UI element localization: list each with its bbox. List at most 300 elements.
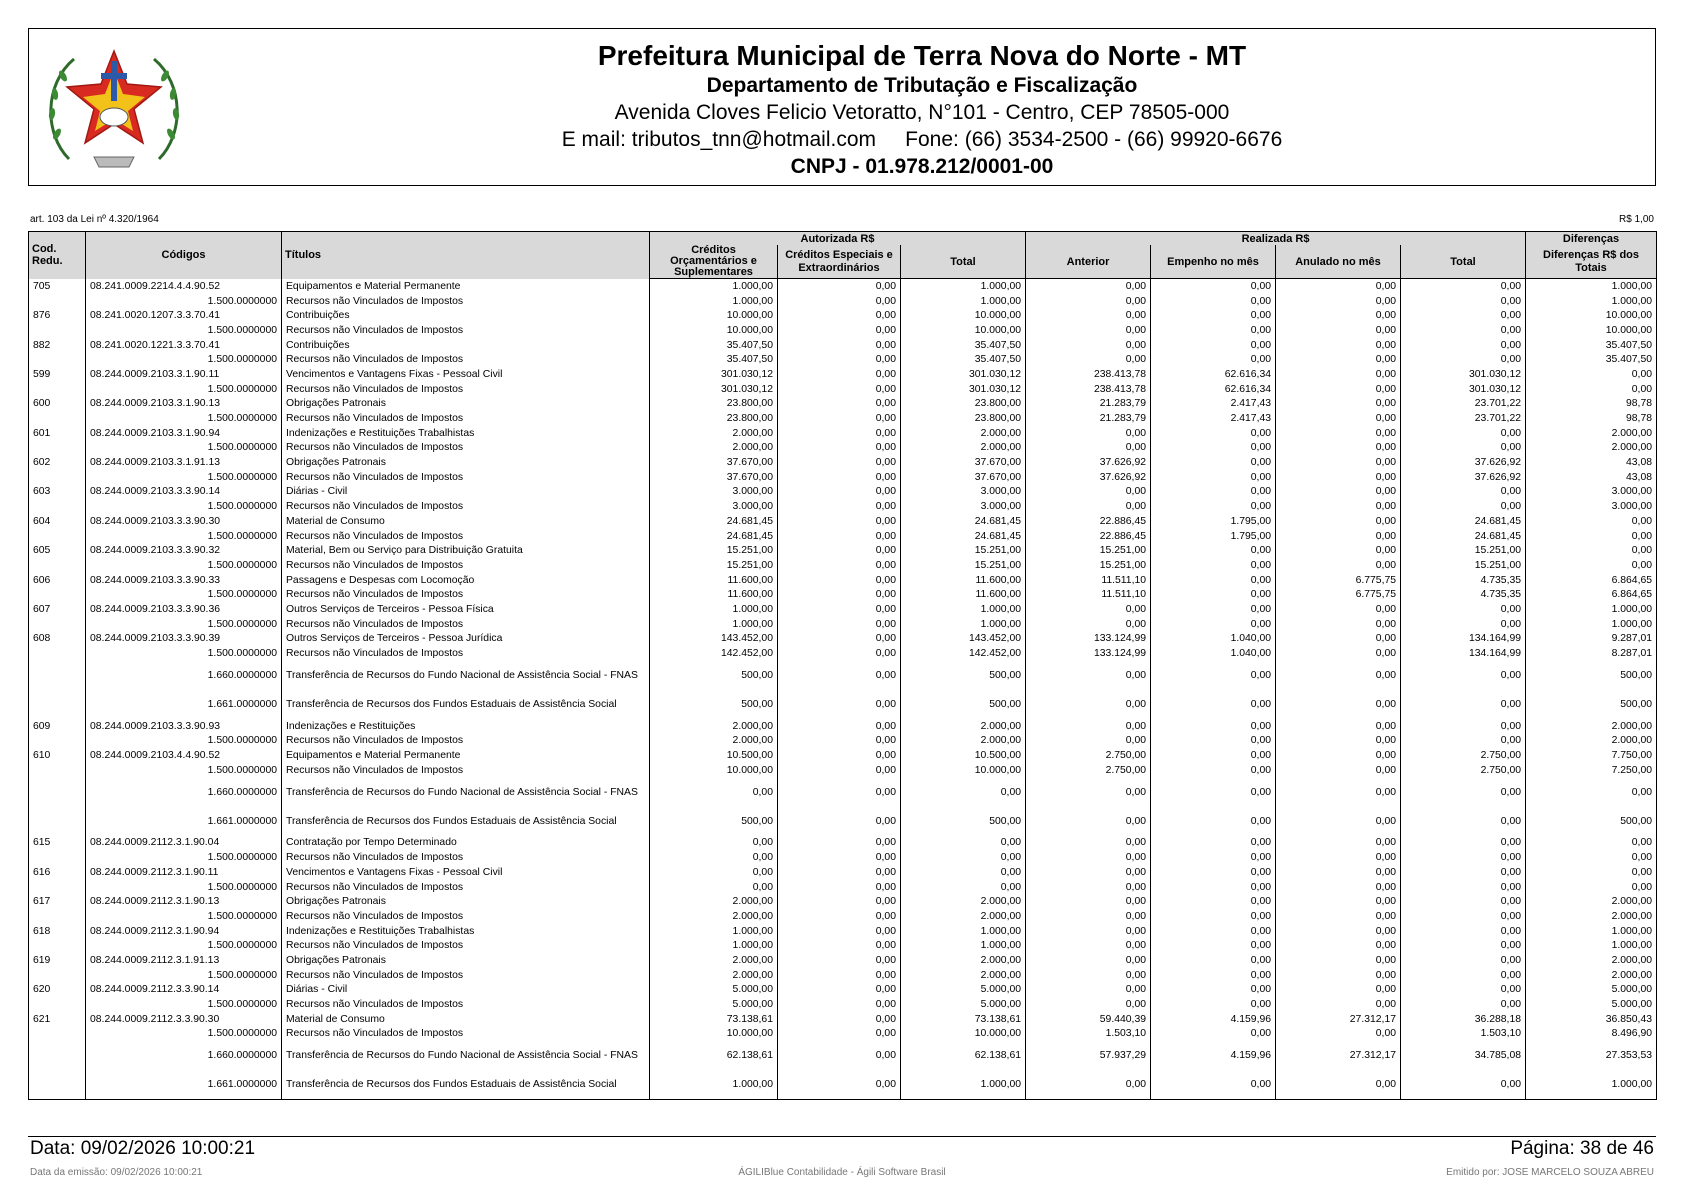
table-cell: 301.030,12 bbox=[901, 382, 1026, 397]
table-cell: 0,00 bbox=[1276, 763, 1401, 778]
table-cell: 238.413,78 bbox=[1026, 382, 1151, 397]
table-cell bbox=[29, 909, 86, 924]
table-cell: 0,00 bbox=[1151, 441, 1276, 456]
table-cell: 0,00 bbox=[1151, 352, 1276, 367]
table-cell: 21.283,79 bbox=[1026, 397, 1151, 412]
table-cell: 08.244.0009.2103.3.3.90.30 bbox=[86, 514, 282, 529]
table-row bbox=[29, 938, 1657, 953]
table-cell: 500,00 bbox=[650, 661, 778, 690]
table-cell: 21.283,79 bbox=[1026, 411, 1151, 426]
table-cell: 24.681,45 bbox=[901, 529, 1026, 544]
table-row bbox=[29, 455, 1657, 470]
document-header bbox=[28, 28, 1656, 186]
table-cell bbox=[29, 470, 86, 485]
table-cell: Recursos não Vinculados de Impostos bbox=[282, 880, 650, 895]
table-cell: 0,00 bbox=[1401, 968, 1526, 983]
table-cell: 2.000,00 bbox=[901, 734, 1026, 749]
table-cell: 500,00 bbox=[901, 661, 1026, 690]
table-cell: Transferência de Recursos dos Fundos Estaduais de Assistência Social bbox=[282, 690, 650, 719]
table-cell: 08.244.0009.2103.3.3.90.32 bbox=[86, 543, 282, 558]
table-row bbox=[29, 602, 1657, 617]
table-cell: 0,00 bbox=[1276, 397, 1401, 412]
table-cell: 0,00 bbox=[1401, 953, 1526, 968]
table-cell: 0,00 bbox=[778, 850, 901, 865]
table-cell: 0,00 bbox=[1276, 865, 1401, 880]
table-cell: 0,00 bbox=[778, 499, 901, 514]
table-row bbox=[29, 865, 1657, 880]
table-cell: 10.000,00 bbox=[1526, 308, 1657, 323]
table-cell: 1.500.0000000 bbox=[86, 529, 282, 544]
table-cell: 0,00 bbox=[1401, 983, 1526, 998]
table-cell: 1.000,00 bbox=[1526, 1070, 1657, 1100]
table-cell: 301.030,12 bbox=[650, 382, 778, 397]
table-cell: 62.616,34 bbox=[1151, 382, 1276, 397]
table-cell: 238.413,78 bbox=[1026, 367, 1151, 382]
table-cell: Transferência de Recursos do Fundo Nacional de Assistência Social - FNAS bbox=[282, 661, 650, 690]
table-cell: Recursos não Vinculados de Impostos bbox=[282, 323, 650, 338]
table-cell: 0,00 bbox=[778, 997, 901, 1012]
table-cell: Recursos não Vinculados de Impostos bbox=[282, 587, 650, 602]
table-cell: 0,00 bbox=[778, 382, 901, 397]
table-cell: 36.288,18 bbox=[1401, 1012, 1526, 1027]
table-cell: 37.626,92 bbox=[1401, 470, 1526, 485]
table-cell: 617 bbox=[29, 894, 86, 909]
table-cell: 37.626,92 bbox=[1026, 455, 1151, 470]
table-cell: 35.407,50 bbox=[1526, 338, 1657, 353]
table-cell: Recursos não Vinculados de Impostos bbox=[282, 968, 650, 983]
table-cell: 0,00 bbox=[1526, 865, 1657, 880]
table-cell: 604 bbox=[29, 514, 86, 529]
table-row bbox=[29, 632, 1657, 647]
table-cell: 7.750,00 bbox=[1526, 748, 1657, 763]
table-cell: 0,00 bbox=[1276, 778, 1401, 807]
table-cell: 0,00 bbox=[901, 865, 1026, 880]
table-cell: 1.500.0000000 bbox=[86, 352, 282, 367]
table-cell: 0,00 bbox=[1401, 352, 1526, 367]
table-cell bbox=[29, 294, 86, 309]
table-cell: 0,00 bbox=[1151, 968, 1276, 983]
table-cell bbox=[29, 997, 86, 1012]
table-cell: 301.030,12 bbox=[901, 367, 1026, 382]
footer-date: Data: 09/02/2026 10:00:21 bbox=[30, 1138, 256, 1159]
table-cell: 0,00 bbox=[778, 938, 901, 953]
table-cell: 134.164,99 bbox=[1401, 646, 1526, 661]
table-cell: 08.244.0009.2112.3.1.90.11 bbox=[86, 865, 282, 880]
table-cell: 6.775,75 bbox=[1276, 573, 1401, 588]
table-cell: Recursos não Vinculados de Impostos bbox=[282, 352, 650, 367]
table-cell: 10.000,00 bbox=[1526, 323, 1657, 338]
table-cell: 0,00 bbox=[1026, 836, 1151, 851]
table-cell: 0,00 bbox=[778, 308, 901, 323]
table-cell: Vencimentos e Vantagens Fixas - Pessoal Civil bbox=[282, 865, 650, 880]
table-row bbox=[29, 719, 1657, 734]
table-cell: 15.251,00 bbox=[1401, 558, 1526, 573]
table-cell: 0,00 bbox=[1401, 894, 1526, 909]
table-cell: 0,00 bbox=[1401, 938, 1526, 953]
table-cell: 0,00 bbox=[1026, 734, 1151, 749]
table-cell: 0,00 bbox=[778, 646, 901, 661]
table-cell: 15.251,00 bbox=[650, 558, 778, 573]
table-cell: 0,00 bbox=[1151, 573, 1276, 588]
table-cell: 27.353,53 bbox=[1526, 1041, 1657, 1070]
table-cell: 4.159,96 bbox=[1151, 1012, 1276, 1027]
table-cell: 0,00 bbox=[1401, 338, 1526, 353]
table-cell: 0,00 bbox=[1526, 558, 1657, 573]
table-cell: 0,00 bbox=[1276, 807, 1401, 836]
table-cell: 0,00 bbox=[1276, 338, 1401, 353]
table-cell: 0,00 bbox=[1151, 997, 1276, 1012]
table-cell: 0,00 bbox=[1026, 441, 1151, 456]
table-cell: 1.660.0000000 bbox=[86, 778, 282, 807]
table-row bbox=[29, 279, 1657, 294]
table-cell: 618 bbox=[29, 924, 86, 939]
table-cell: 500,00 bbox=[650, 690, 778, 719]
table-cell: 2.750,00 bbox=[1026, 763, 1151, 778]
table-cell: 1.500.0000000 bbox=[86, 470, 282, 485]
table-cell: 3.000,00 bbox=[901, 499, 1026, 514]
table-cell: 0,00 bbox=[1276, 279, 1401, 294]
table-cell: 0,00 bbox=[778, 836, 901, 851]
group-diferencas: Diferenças bbox=[1526, 232, 1657, 246]
table-cell: 0,00 bbox=[1151, 602, 1276, 617]
table-cell: 0,00 bbox=[1151, 734, 1276, 749]
address: Avenida Cloves Felicio Vetoratto, N°101 - Centro, CEP 78505-000 bbox=[614, 101, 1230, 124]
table-cell: 10.500,00 bbox=[901, 748, 1026, 763]
table-cell: 0,00 bbox=[1276, 924, 1401, 939]
table-cell: 1.500.0000000 bbox=[86, 587, 282, 602]
table-cell: 0,00 bbox=[1151, 748, 1276, 763]
table-row bbox=[29, 411, 1657, 426]
table-cell: 0,00 bbox=[778, 455, 901, 470]
table-cell bbox=[29, 382, 86, 397]
table-cell: 0,00 bbox=[778, 543, 901, 558]
table-cell: 0,00 bbox=[778, 558, 901, 573]
table-cell: 0,00 bbox=[1276, 880, 1401, 895]
table-cell: 0,00 bbox=[1526, 880, 1657, 895]
table-cell: 10.000,00 bbox=[901, 323, 1026, 338]
table-cell: 0,00 bbox=[1026, 938, 1151, 953]
table-cell: Transferência de Recursos dos Fundos Estaduais de Assistência Social bbox=[282, 807, 650, 836]
table-row bbox=[29, 514, 1657, 529]
table-cell: 15.251,00 bbox=[1026, 558, 1151, 573]
table-cell: 0,00 bbox=[778, 894, 901, 909]
footer-divider bbox=[28, 1136, 1656, 1137]
table-row bbox=[29, 924, 1657, 939]
table-cell: 2.750,00 bbox=[1401, 763, 1526, 778]
table-cell: 1.040,00 bbox=[1151, 632, 1276, 647]
col-creditos-orcamentarios: Créditos Orçamentários e Suplementares bbox=[650, 245, 778, 279]
table-cell: 0,00 bbox=[1276, 367, 1401, 382]
table-cell: 0,00 bbox=[1401, 485, 1526, 500]
table-cell: 0,00 bbox=[1401, 661, 1526, 690]
table-cell: 0,00 bbox=[1276, 294, 1401, 309]
table-cell: 1.000,00 bbox=[901, 1070, 1026, 1100]
legal-note: art. 103 da Lei nº 4.320/1964 bbox=[30, 214, 159, 225]
table-cell: 0,00 bbox=[778, 573, 901, 588]
table-cell: 1.000,00 bbox=[1526, 938, 1657, 953]
table-cell: 616 bbox=[29, 865, 86, 880]
table-cell: 0,00 bbox=[1401, 279, 1526, 294]
table-cell: 0,00 bbox=[1151, 279, 1276, 294]
table-cell: Obrigações Patronais bbox=[282, 953, 650, 968]
table-cell: 0,00 bbox=[1401, 294, 1526, 309]
table-cell: 1.500.0000000 bbox=[86, 850, 282, 865]
table-cell bbox=[29, 499, 86, 514]
table-cell: Diárias - Civil bbox=[282, 983, 650, 998]
table-cell: 1.000,00 bbox=[650, 938, 778, 953]
table-cell: Contratação por Tempo Determinado bbox=[282, 836, 650, 851]
table-cell: 8.496,90 bbox=[1526, 1027, 1657, 1042]
table-cell: 0,00 bbox=[1151, 1027, 1276, 1042]
table-cell: 08.244.0009.2112.3.1.90.04 bbox=[86, 836, 282, 851]
table-cell: Equipamentos e Material Permanente bbox=[282, 279, 650, 294]
table-cell: 1.660.0000000 bbox=[86, 1041, 282, 1070]
table-cell: Indenizações e Restituições Trabalhistas bbox=[282, 924, 650, 939]
table-cell: 0,00 bbox=[1401, 690, 1526, 719]
table-row bbox=[29, 529, 1657, 544]
table-cell bbox=[29, 587, 86, 602]
table-cell: 0,00 bbox=[778, 587, 901, 602]
table-cell: 2.000,00 bbox=[650, 426, 778, 441]
currency-unit: R$ 1,00 bbox=[1618, 214, 1654, 225]
table-cell: 615 bbox=[29, 836, 86, 851]
table-cell: Recursos não Vinculados de Impostos bbox=[282, 294, 650, 309]
table-cell: 08.244.0009.2103.3.1.90.94 bbox=[86, 426, 282, 441]
table-row bbox=[29, 1012, 1657, 1027]
table-cell: 0,00 bbox=[1401, 499, 1526, 514]
table-cell: 876 bbox=[29, 308, 86, 323]
table-cell: 0,00 bbox=[778, 909, 901, 924]
table-cell: 1.500.0000000 bbox=[86, 909, 282, 924]
coat-of-arms-logo bbox=[39, 39, 189, 177]
table-cell: 2.000,00 bbox=[650, 894, 778, 909]
table-cell: 0,00 bbox=[778, 1027, 901, 1042]
table-cell: 5.000,00 bbox=[1526, 997, 1657, 1012]
table-cell: 0,00 bbox=[1526, 529, 1657, 544]
table-cell: 301.030,12 bbox=[1401, 367, 1526, 382]
table-cell: 10.000,00 bbox=[650, 308, 778, 323]
table-cell: 0,00 bbox=[1026, 499, 1151, 514]
table-cell bbox=[29, 558, 86, 573]
table-row bbox=[29, 441, 1657, 456]
table-cell: 0,00 bbox=[778, 426, 901, 441]
table-cell: 0,00 bbox=[1276, 543, 1401, 558]
table-cell: 0,00 bbox=[1401, 909, 1526, 924]
table-cell: 15.251,00 bbox=[1401, 543, 1526, 558]
table-cell bbox=[29, 661, 86, 690]
table-cell: 1.500.0000000 bbox=[86, 968, 282, 983]
table-cell: 0,00 bbox=[1151, 308, 1276, 323]
table-cell: 27.312,17 bbox=[1276, 1012, 1401, 1027]
table-cell: 1.000,00 bbox=[1526, 602, 1657, 617]
table-cell: 0,00 bbox=[1151, 850, 1276, 865]
col-cod-redu: Cod. Redu. bbox=[29, 232, 86, 279]
table-cell: 36.850,43 bbox=[1526, 1012, 1657, 1027]
table-row bbox=[29, 1027, 1657, 1042]
table-cell: 0,00 bbox=[1026, 485, 1151, 500]
table-cell: 0,00 bbox=[778, 338, 901, 353]
table-cell: 8.287,01 bbox=[1526, 646, 1657, 661]
table-cell: Transferência de Recursos do Fundo Nacional de Assistência Social - FNAS bbox=[282, 778, 650, 807]
table-cell: 1.660.0000000 bbox=[86, 661, 282, 690]
table-cell: 0,00 bbox=[901, 880, 1026, 895]
table-cell: 0,00 bbox=[1526, 543, 1657, 558]
table-row bbox=[29, 894, 1657, 909]
table-cell: 35.407,50 bbox=[1526, 352, 1657, 367]
table-cell: 500,00 bbox=[901, 807, 1026, 836]
table-cell: 0,00 bbox=[1401, 924, 1526, 939]
table-cell: 0,00 bbox=[1151, 807, 1276, 836]
table-cell: 0,00 bbox=[1026, 690, 1151, 719]
table-cell: 500,00 bbox=[901, 690, 1026, 719]
table-cell: 11.600,00 bbox=[650, 573, 778, 588]
table-row bbox=[29, 661, 1657, 690]
table-cell bbox=[29, 807, 86, 836]
table-cell: 0,00 bbox=[1026, 850, 1151, 865]
table-cell: 0,00 bbox=[1151, 617, 1276, 632]
table-cell: 0,00 bbox=[1151, 836, 1276, 851]
col-realizada-total: Total bbox=[1401, 245, 1526, 279]
table-cell bbox=[29, 778, 86, 807]
table-cell: 0,00 bbox=[1026, 279, 1151, 294]
table-cell: 0,00 bbox=[1276, 617, 1401, 632]
table-cell: 10.000,00 bbox=[650, 763, 778, 778]
table-cell bbox=[29, 1041, 86, 1070]
table-cell: 10.000,00 bbox=[901, 1027, 1026, 1042]
col-codigos: Códigos bbox=[86, 232, 282, 279]
table-cell: 2.000,00 bbox=[1526, 719, 1657, 734]
table-cell: Recursos não Vinculados de Impostos bbox=[282, 850, 650, 865]
table-cell: Recursos não Vinculados de Impostos bbox=[282, 529, 650, 544]
table-cell: 610 bbox=[29, 748, 86, 763]
table-cell: 0,00 bbox=[778, 617, 901, 632]
table-cell: 0,00 bbox=[1151, 865, 1276, 880]
table-cell: 0,00 bbox=[778, 880, 901, 895]
table-cell: Vencimentos e Vantagens Fixas - Pessoal Civil bbox=[282, 367, 650, 382]
table-cell: 0,00 bbox=[778, 763, 901, 778]
table-cell: 2.417,43 bbox=[1151, 411, 1276, 426]
table-cell: 0,00 bbox=[1276, 997, 1401, 1012]
table-cell: 0,00 bbox=[778, 983, 901, 998]
table-cell: 0,00 bbox=[1276, 661, 1401, 690]
table-cell: 0,00 bbox=[1276, 748, 1401, 763]
table-cell: 0,00 bbox=[1276, 690, 1401, 719]
table-cell: 0,00 bbox=[778, 485, 901, 500]
table-cell: 0,00 bbox=[1026, 323, 1151, 338]
table-cell: 22.886,45 bbox=[1026, 529, 1151, 544]
table-cell: 133.124,99 bbox=[1026, 632, 1151, 647]
table-cell: 35.407,50 bbox=[650, 352, 778, 367]
table-cell: 0,00 bbox=[1151, 338, 1276, 353]
table-cell: 0,00 bbox=[1276, 909, 1401, 924]
table-row bbox=[29, 426, 1657, 441]
table-cell: 0,00 bbox=[778, 367, 901, 382]
table-cell: 34.785,08 bbox=[1401, 1041, 1526, 1070]
software-credit: ÁGILIBlue Contabilidade - Ágili Software Brasil bbox=[738, 1167, 946, 1178]
table-row bbox=[29, 1070, 1657, 1100]
table-cell: 1.661.0000000 bbox=[86, 807, 282, 836]
table-cell: 9.287,01 bbox=[1526, 632, 1657, 647]
table-cell: 0,00 bbox=[1151, 983, 1276, 998]
table-cell: 0,00 bbox=[1401, 719, 1526, 734]
table-cell: 143.452,00 bbox=[650, 632, 778, 647]
table-cell: 5.000,00 bbox=[650, 997, 778, 1012]
table-cell: 0,00 bbox=[650, 836, 778, 851]
table-cell: 23.800,00 bbox=[650, 411, 778, 426]
table-cell: 0,00 bbox=[778, 690, 901, 719]
table-cell: 37.670,00 bbox=[650, 470, 778, 485]
cnpj: CNPJ - 01.978.212/0001-00 bbox=[790, 155, 1054, 178]
table-cell: 602 bbox=[29, 455, 86, 470]
table-cell bbox=[29, 617, 86, 632]
table-cell: 0,00 bbox=[1026, 426, 1151, 441]
table-row bbox=[29, 382, 1657, 397]
group-realizada: Realizada R$ bbox=[1026, 232, 1526, 246]
footer-page-number: Página: 38 de 46 bbox=[1510, 1138, 1654, 1159]
table-cell: 0,00 bbox=[1401, 807, 1526, 836]
table-cell: 1.500.0000000 bbox=[86, 880, 282, 895]
table-cell: 0,00 bbox=[778, 1041, 901, 1070]
table-cell: 600 bbox=[29, 397, 86, 412]
table-cell: Indenizações e Restituições bbox=[282, 719, 650, 734]
table-cell: 0,00 bbox=[1151, 880, 1276, 895]
table-cell bbox=[29, 850, 86, 865]
table-row bbox=[29, 485, 1657, 500]
table-cell: 2.000,00 bbox=[1526, 968, 1657, 983]
table-cell: 0,00 bbox=[1151, 558, 1276, 573]
table-cell: 23.800,00 bbox=[901, 397, 1026, 412]
table-cell: 0,00 bbox=[1026, 778, 1151, 807]
table-cell: 0,00 bbox=[1526, 836, 1657, 851]
table-cell: 6.864,65 bbox=[1526, 587, 1657, 602]
table-row bbox=[29, 323, 1657, 338]
table-cell: 1.500.0000000 bbox=[86, 938, 282, 953]
table-row bbox=[29, 294, 1657, 309]
table-cell: 0,00 bbox=[1526, 778, 1657, 807]
table-cell: 0,00 bbox=[1526, 367, 1657, 382]
table-cell: 08.244.0009.2103.3.1.90.11 bbox=[86, 367, 282, 382]
table-row bbox=[29, 909, 1657, 924]
table-row bbox=[29, 617, 1657, 632]
table-cell: 0,00 bbox=[1401, 865, 1526, 880]
table-cell bbox=[29, 646, 86, 661]
table-row bbox=[29, 850, 1657, 865]
table-cell: Diárias - Civil bbox=[282, 485, 650, 500]
table-cell: 142.452,00 bbox=[901, 646, 1026, 661]
table-cell: 0,00 bbox=[1026, 352, 1151, 367]
table-cell: 0,00 bbox=[778, 352, 901, 367]
table-cell: 0,00 bbox=[1026, 909, 1151, 924]
table-cell: 0,00 bbox=[1526, 514, 1657, 529]
table-cell: 0,00 bbox=[1276, 953, 1401, 968]
table-cell: 500,00 bbox=[1526, 690, 1657, 719]
table-cell: Contribuições bbox=[282, 338, 650, 353]
table-cell: 0,00 bbox=[1151, 894, 1276, 909]
table-cell: 11.511,10 bbox=[1026, 573, 1151, 588]
table-cell: 08.244.0009.2103.3.3.90.93 bbox=[86, 719, 282, 734]
table-cell: Recursos não Vinculados de Impostos bbox=[282, 763, 650, 778]
table-cell: 603 bbox=[29, 485, 86, 500]
group-autorizada: Autorizada R$ bbox=[650, 232, 1026, 246]
table-cell: 2.000,00 bbox=[901, 968, 1026, 983]
table-cell: 08.241.0020.1207.3.3.70.41 bbox=[86, 308, 282, 323]
table-cell: 37.670,00 bbox=[901, 470, 1026, 485]
table-cell: 1.795,00 bbox=[1151, 514, 1276, 529]
table-cell: 0,00 bbox=[1151, 909, 1276, 924]
table-cell: 0,00 bbox=[1151, 661, 1276, 690]
table-cell: 08.241.0009.2214.4.4.90.52 bbox=[86, 279, 282, 294]
contact-info: E mail: tributos_tnn@hotmail.com Fone: (66) 3534-2500 - (66) 99920-6676 bbox=[561, 128, 1283, 151]
